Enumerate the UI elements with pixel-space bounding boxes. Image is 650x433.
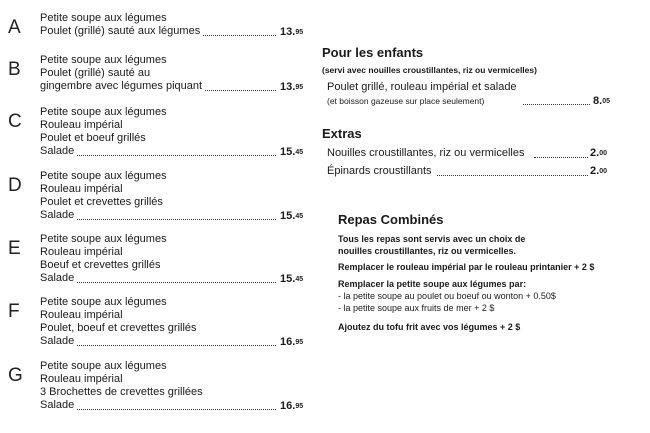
combo-letter: A [8,17,21,38]
extras-title: Extras [322,126,362,141]
combo-price: 16.95 [280,336,304,348]
combo-letter: E [8,238,21,259]
combo-line: Poulet, boeuf et crevettes grillés [40,322,197,334]
combo-letter: G [8,365,23,386]
combo-line: Rouleau impérial [40,246,123,258]
leader-dots [203,35,276,36]
price-dollars: 13 [280,81,293,93]
kids-leader-dots [523,104,590,105]
combo-price: 13.95 [280,81,304,93]
soup-option-2: - la petite soupe aux fruits de mer + 2 $ [338,303,495,313]
price-dollars: 15 [280,146,293,158]
combo-line: Poulet et crevettes grillés [40,196,163,208]
leader-dots [77,345,276,346]
extras-leader-dots-2 [437,175,588,176]
combo-letter: F [8,301,20,322]
combo-line: gingembre avec légumes piquant [40,80,203,92]
leader-dots [77,219,276,220]
leader-dots [77,155,276,156]
combo-price: 16.95 [280,400,304,412]
combo-price: 15.45 [280,146,304,158]
price-dollars: 16 [280,336,293,348]
extras-leader-dots-1 [534,157,588,158]
combo-price: 15.45 [280,210,304,222]
combo-line: Salade [40,399,75,411]
price-cents: 95 [295,29,304,36]
price-dollars: 15 [280,210,293,222]
combo-line: Petite soupe aux légumes [40,360,167,372]
extras-item-2: Épinards croustillants [327,165,432,177]
combo-line: Salade [40,335,75,347]
extras-price-2: 2.00 [590,165,607,177]
combo-line: Rouleau impérial [40,183,123,195]
combo-line: Petite soupe aux légumes [40,233,167,245]
combined-intro-1: Tous les repas sont servis avec un choix de [338,234,526,244]
tofu-note: Ajoutez du tofu frit avec vos légumes + 2 $ [338,322,521,332]
combo-line: Poulet (grillé) sauté aux légumes [40,25,201,37]
leader-dots [205,90,276,91]
combo-line: Boeuf et crevettes grillés [40,259,161,271]
price-dollars: 15 [280,273,293,285]
combo-letter: D [8,175,22,196]
combo-line: Rouleau impérial [40,373,123,385]
combo-letter: B [8,59,21,80]
combo-line: Petite soupe aux légumes [40,106,167,118]
combo-line: Rouleau impérial [40,309,123,321]
combo-line: Poulet (grillé) sauté au [40,67,151,79]
combo-line: 3 Brochettes de crevettes grillées [40,386,203,398]
combo-letter: C [8,111,22,132]
kids-note: (et boisson gazeuse sur place seulement) [327,96,485,106]
price-cents: 95 [295,403,304,410]
combined-intro-2: nouilles croustillantes, riz ou vermicelles. [338,246,517,256]
combo-line: Salade [40,272,75,284]
combo-line: Petite soupe aux légumes [40,54,167,66]
combo-line: Rouleau impérial [40,119,123,131]
combo-line: Petite soupe aux légumes [40,170,167,182]
price-dollars: 16 [280,400,293,412]
combo-line: Petite soupe aux légumes [40,296,167,308]
kids-title: Pour les enfants [322,45,424,60]
price-dollars: 13 [280,26,293,38]
combo-line: Salade [40,145,75,157]
price-cents: 95 [295,84,304,91]
price-cents: 45 [295,149,304,156]
replace-roll-note: Remplacer le rouleau impérial par le rouleau printanier + 2 $ [338,262,595,272]
replace-soup-note: Remplacer la petite soupe aux légumes par: [338,279,527,289]
combo-line: Poulet et boeuf grillés [40,132,146,144]
combo-price: 15.45 [280,273,304,285]
combo-price: 13.95 [280,26,304,38]
soup-option-1: - la petite soupe au poulet ou boeuf ou wonton + 0.50$ [338,291,556,301]
combo-line: Petite soupe aux légumes [40,12,167,24]
kids-price: 8.05 [593,95,610,107]
extras-price-1: 2.00 [590,147,607,159]
leader-dots [77,282,276,283]
kids-item: Poulet grillé, rouleau impérial et salade [327,81,517,93]
kids-subtitle: (servi avec nouilles croustillantes, riz ou vermicelles) [322,65,537,75]
price-cents: 45 [295,276,304,283]
leader-dots [77,409,276,410]
combined-title: Repas Combinés [338,212,444,227]
price-cents: 95 [295,339,304,346]
extras-item-1: Nouilles croustillantes, riz ou vermicelles [327,147,525,159]
price-cents: 45 [295,213,304,220]
combo-line: Salade [40,209,75,221]
